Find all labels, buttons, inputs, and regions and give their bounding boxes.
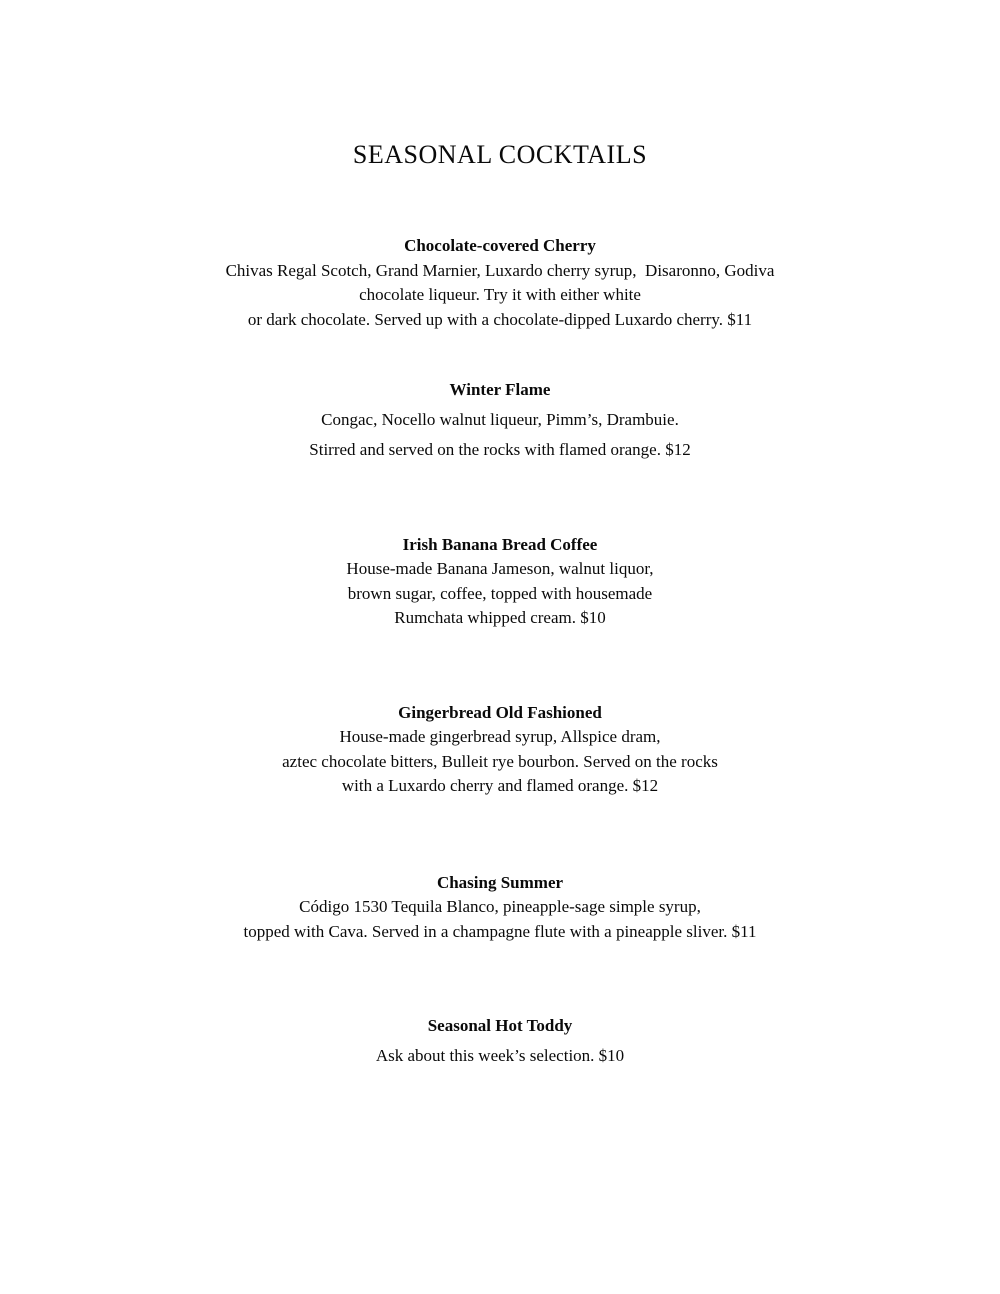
cocktail-description-line: Ask about this week’s selection. $10 — [375, 1045, 625, 1065]
cocktail-name: Irish Banana Bread Coffee — [402, 534, 598, 554]
cocktail-description-line: topped with Cava. Served in a champagne flute with a pineapple sliver. $11 — [243, 921, 757, 941]
cocktail-description-line: House-made gingerbread syrup, Allspice dram, — [339, 727, 661, 746]
menu-item-winter-flame — [0, 378, 1000, 463]
menu-item-chocolate-covered-cherry — [0, 234, 1000, 332]
cocktail-name: Winter Flame — [449, 380, 551, 399]
cocktail-description-line: Código 1530 Tequila Blanco, pineapple-sage simple syrup, — [299, 897, 701, 916]
cocktail-description-line: Stirred and served on the rocks with flamed orange. $12 — [309, 439, 691, 459]
cocktail-name: Seasonal Hot Toddy — [427, 1016, 573, 1035]
cocktail-description-line: or dark chocolate. Served up with a chocolate-dipped Luxardo cherry. $11 — [247, 309, 753, 329]
cocktail-name: Chocolate-covered Cherry — [404, 236, 596, 255]
cocktail-description-line: Chivas Regal Scotch, Grand Marnier, Luxardo cherry syrup, Disaronno, Godiva — [225, 260, 775, 280]
menu-item-gingerbread-old-fashioned — [0, 701, 1000, 799]
cocktail-description-line: brown sugar, coffee, topped with housemade — [347, 583, 653, 603]
cocktail-name: Gingerbread Old Fashioned — [398, 702, 602, 722]
page-title: SEASONAL COCKTAILS — [352, 140, 648, 169]
cocktail-description-line: aztec chocolate bitters, Bulleit rye bourbon. Served on the rocks — [282, 751, 718, 771]
menu-item-irish-banana-bread-coffee — [0, 533, 1000, 631]
cocktail-description-line: Congac, Nocello walnut liqueur, Pimm’s, Drambuie. — [321, 409, 679, 429]
cocktail-description-line: with a Luxardo cherry and flamed orange. $12 — [341, 776, 659, 795]
cocktail-description-line: chocolate liqueur. Try it with either white — [359, 285, 641, 304]
cocktail-description-line: Rumchata whipped cream. $10 — [394, 608, 606, 627]
cocktail-name: Chasing Summer — [436, 872, 564, 892]
cocktail-description-line: House-made Banana Jameson, walnut liquor, — [346, 559, 654, 578]
menu-item-chasing-summer — [0, 871, 1000, 945]
menu-item-seasonal-hot-toddy — [0, 1014, 1000, 1068]
